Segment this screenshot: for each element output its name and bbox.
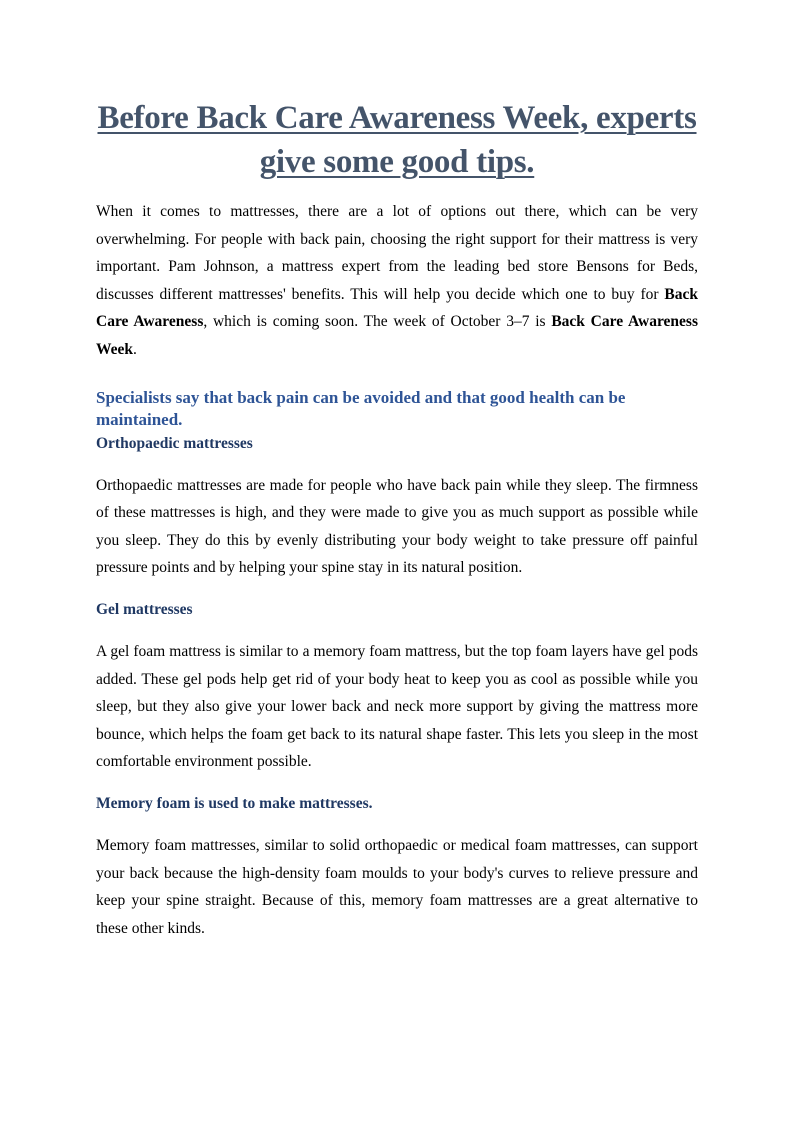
document-page [96,96,698,942]
intro-text-1: When it comes to mattresses, there are a lot of options out there, which can be very overwhelming. For people with back pain, choosing the right support for their mattress is very important. Pam Johnson, a mattress expert from the leading bed store Bensons for Beds, discusses different mattresses' benefits. This will help you decide which one to buy for [96,203,698,303]
intro-text-2: , which is coming soon. The week of October 3–7 is [203,313,552,331]
intro-paragraph [96,198,698,364]
paragraph-gel: A gel foam mattress is similar to a memory foam mattress, but the top foam layers have gel pods added. These gel pods help get rid of your body heat to keep you as cool as possible while you sleep, but they also give your lower back and neck more support by giving the mattress more bounce, which helps the foam get back to its natural shape faster. This lets you sleep in the most comfortable environment possible. [96,642,698,771]
section-heading: Specialists say that back pain can be avoided and that good health can be maintained. [96,387,626,429]
subheading-gel: Gel mattresses [96,600,193,618]
paragraph-orthopaedic: Orthopaedic mattresses are made for people who have back pain while they sleep. The firmness of these mattresses is high, and they were made to give you as much support as possible while you sleep. They do this by evenly distributing your body weight to take pressure off painful pressure points and by helping your spine stay in its natural position. [96,476,698,577]
intro-text-3: . [133,340,137,358]
document-title: Before Back Care Awareness Week, experts give some good tips. [97,100,697,180]
intro-bold-1: Back Care Awareness [96,285,698,331]
subheading-orthopaedic: Orthopaedic mattresses [96,434,253,452]
intro-bold-2: Back Care Awareness Week [96,313,699,358]
subheading-memory-foam: Memory foam is used to make mattresses. [96,794,373,812]
paragraph-memory-foam: Memory foam mattresses, similar to solid orthopaedic or medical foam mattresses, can support your back because the high-density foam moulds to your body's curves to relieve pressure and keep your spine straight. Because of this, memory foam mattresses are a great alternative to these other kinds. [96,836,698,937]
